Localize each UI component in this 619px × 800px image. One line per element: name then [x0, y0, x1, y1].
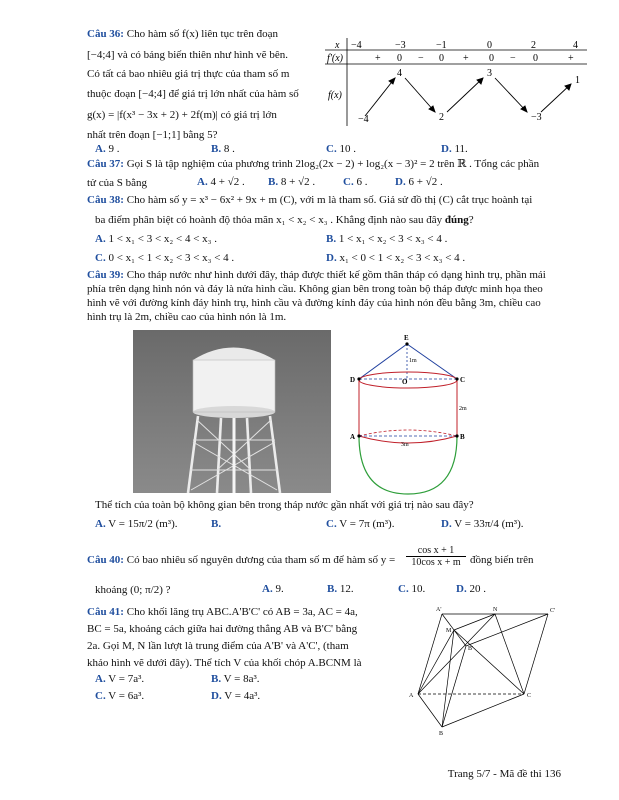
q39-text-2: phía trên dạng hình nón và đáy là nửa hình cầu. Không gian bên trong toàn bộ tháp được minh họa theo — [87, 283, 543, 295]
table-sign: − — [418, 53, 424, 64]
q38-number: Câu 38: — [87, 194, 124, 206]
q36-text-4: thuộc đoạn [−4;4] để giá trị lớn nhất của hàm số — [87, 88, 299, 100]
label-a-prime: A' — [436, 607, 442, 613]
q36-line1 — [87, 27, 278, 41]
table-x-val: −1 — [436, 40, 447, 51]
q37-text-2: tử của S bằng — [87, 177, 148, 189]
q36-text-5: g(x) = |f(x³ − 3x + 2) + 2f(m)| có giá trị lớn — [87, 109, 277, 121]
label-b: B — [439, 731, 444, 737]
tower-diagram — [345, 332, 480, 497]
table-sign: + — [463, 53, 469, 64]
q40-text-1b: đồng biến trên — [470, 554, 534, 566]
table-sign: − — [510, 53, 516, 64]
table-x-label: x — [335, 40, 340, 51]
table-f-val: 4 — [397, 68, 402, 79]
q40-opt-b[interactable]: B. 12. — [327, 583, 354, 595]
table-x-val: −3 — [395, 40, 406, 51]
q41-text-3: 2a. Gọi M, N lần lượt là trung điểm của A'B' và A'C', (tham — [87, 640, 349, 652]
q40-opt-c[interactable]: C. 10. — [398, 583, 426, 595]
q37-text-1: Gọi S là tập nghiệm của phương trình 2log₂(2x − 2) + log₂(x − 3)² = 2 trên ℝ . Tổng các phần — [126, 158, 540, 170]
label-m: M — [446, 628, 452, 634]
prism-diagram — [400, 602, 575, 737]
q39-question: Thể tích của toàn bộ không gian bên trong tháp nước gần nhất với giá trị nào sau đây? — [95, 499, 474, 511]
q41-number: Câu 41: — [87, 606, 124, 618]
q40-text-1a: Có bao nhiêu số nguyên dương của tham số m để hàm số y = — [126, 554, 396, 566]
label-b: B — [460, 433, 465, 441]
q41-text-1: Cho khối lăng trụ ABC.A'B'C' có AB = 3a, AC = 4a, — [126, 606, 358, 618]
label-b-prime: B' — [468, 646, 474, 652]
label-c: C — [460, 376, 466, 384]
q37-number: Câu 37: — [87, 158, 124, 170]
q40-frac-den: 10cos x + m — [411, 557, 461, 568]
table-x-val: 0 — [487, 40, 492, 51]
q40-fraction — [406, 545, 466, 568]
table-sign: 0 — [533, 53, 538, 64]
q36-opt-a[interactable]: A. 9 . — [95, 143, 120, 155]
q40-frac-num: cos x + 1 — [406, 545, 466, 557]
label-n: N — [493, 607, 498, 613]
q40-number: Câu 40: — [87, 554, 124, 566]
label-cyl-height: 2m — [459, 406, 467, 412]
q36-opt-d[interactable]: D. 11. — [441, 143, 468, 155]
q41-text-4: khảo hình vẽ dưới đây). Thể tích V của khối chóp A.BCNM là — [87, 657, 362, 669]
q39-line1 — [87, 268, 546, 282]
page-footer: Trang 5/7 - Mã đề thi 136 — [447, 768, 561, 780]
q38-text-2c: ? — [468, 214, 474, 226]
q39-number: Câu 39: — [87, 269, 124, 281]
label-cone-height: 1m — [409, 358, 417, 364]
table-sign: + — [375, 53, 381, 64]
q39-opt-b[interactable]: B. — [211, 518, 222, 530]
q36-opt-c[interactable]: C. 10 . — [326, 143, 356, 155]
label-c-prime: C' — [550, 608, 556, 614]
label-c: C — [527, 693, 532, 699]
label-a: A — [409, 693, 414, 699]
q38-opt-c[interactable]: C. 0 < x₁ < 1 < x₂ < 3 < x₃ < 4 . — [95, 252, 235, 264]
q40-text-2: khoảng (0; π/2) ? — [95, 584, 171, 596]
q38-line2 — [95, 213, 474, 227]
q38-text-1: Cho hàm số y = x³ − 6x² + 9x + m (C), với m là tham số. Giả sử đồ thị (C) cắt trục hoành tại — [126, 194, 533, 206]
q38-text-2b: đúng — [444, 214, 469, 226]
table-fp-label: f'(x) — [327, 53, 344, 64]
label-diameter: 3m — [401, 442, 409, 448]
q39-opt-c[interactable]: C. V = 7π (m³). — [326, 518, 395, 530]
q39-text-3: hình vẽ với đường kính đáy hình trụ, hình cầu và đường kính đáy của hình nón đều bằng 3m, chiều cao — [87, 297, 541, 309]
q36-opt-b[interactable]: B. 8 . — [211, 143, 235, 155]
q41-line1 — [87, 605, 358, 619]
q38-opt-b[interactable]: B. 1 < x₁ < x₂ < 3 < x₃ < 4 . — [326, 233, 448, 245]
q38-opt-d[interactable]: D. x₁ < 0 < 1 < x₂ < 3 < x₃ < 4 . — [326, 252, 466, 264]
q38-text-2a: ba điểm phân biệt có hoành độ thỏa mãn x₁ < x₂ < x₃ . Khẳng định nào sau đây — [95, 214, 443, 226]
q37-opt-b[interactable]: B. 8 + √2 . — [268, 176, 316, 188]
q37-opt-c[interactable]: C. 6 . — [343, 176, 368, 188]
table-f-val: 3 — [487, 68, 492, 79]
q39-opt-d[interactable]: D. V = 33π/4 (m³). — [441, 518, 524, 530]
table-f-val: 2 — [439, 112, 444, 123]
q41-opt-b[interactable]: B. V = 8a³. — [211, 673, 260, 685]
q38-opt-a[interactable]: A. 1 < x₁ < 3 < x₂ < 4 < x₃ . — [95, 233, 217, 245]
table-sign: + — [568, 53, 574, 64]
q37-line1 — [87, 157, 539, 171]
q41-opt-c[interactable]: C. V = 6a³. — [95, 690, 145, 702]
q40-line1 — [87, 553, 395, 567]
q39-text-1: Cho tháp nước như hình dưới đây, tháp được thiết kế gồm thân tháp có dạng hình trụ, phần mái — [126, 269, 546, 281]
q37-opt-d[interactable]: D. 6 + √2 . — [395, 176, 443, 188]
variation-table — [325, 38, 587, 126]
table-sign: 0 — [397, 53, 402, 64]
q41-opt-a[interactable]: A. V = 7a³. — [95, 673, 145, 685]
table-sign: 0 — [489, 53, 494, 64]
q40-opt-d[interactable]: D. 20 . — [456, 583, 486, 595]
label-o: O — [402, 378, 408, 386]
q41-opt-d[interactable]: D. V = 4a³. — [211, 690, 261, 702]
table-sign: 0 — [439, 53, 444, 64]
q40-opt-a[interactable]: A. 9. — [262, 583, 284, 595]
q36-text-6: nhất trên đoạn [−1;1] bằng 5? — [87, 129, 218, 141]
q38-line1 — [87, 193, 532, 207]
label-a: A — [350, 433, 356, 441]
q39-text-4: hình trụ là 2m, chiều cao của hình nón là 1m. — [87, 311, 287, 323]
table-f-val: −4 — [358, 114, 369, 125]
table-x-val: 2 — [531, 40, 536, 51]
label-e: E — [404, 334, 409, 342]
q39-opt-a[interactable]: A. V = 15π/2 (m³). — [95, 518, 178, 530]
q41-text-2: BC = 5a, khoảng cách giữa hai đường thẳng AB và B'C' bằng — [87, 623, 358, 635]
table-f-label: f(x) — [328, 90, 342, 101]
q36-text-3: Có tất cả bao nhiêu giá trị thực của tham số m — [87, 68, 290, 80]
table-f-val: 1 — [575, 75, 580, 86]
q36-text-1: Cho hàm số f(x) liên tục trên đoạn — [126, 28, 278, 40]
label-d: D — [350, 376, 356, 384]
water-tower-photo — [133, 330, 331, 493]
table-x-val: −4 — [351, 40, 362, 51]
q36-text-2: [−4;4] và có bảng biến thiên như hình vẽ bên. — [87, 49, 288, 61]
table-x-val: 4 — [573, 40, 578, 51]
table-f-val: −3 — [531, 112, 542, 123]
q37-opt-a[interactable]: A. 4 + √2 . — [197, 176, 245, 188]
q36-number: Câu 36: — [87, 28, 124, 40]
